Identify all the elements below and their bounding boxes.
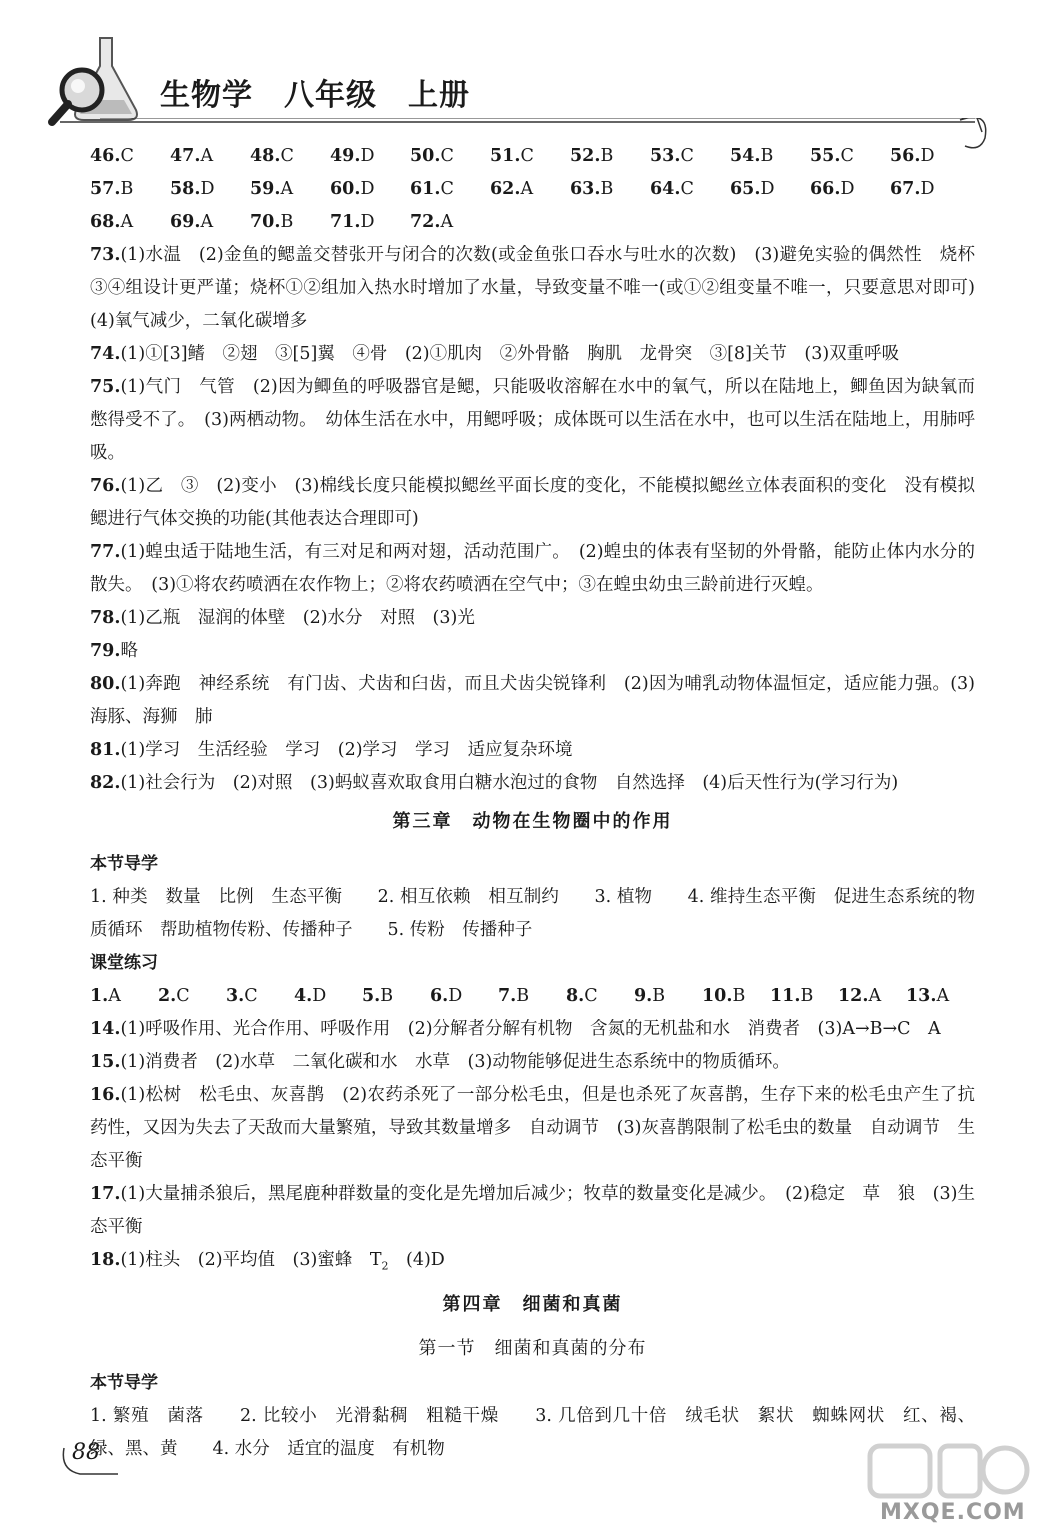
answer-letter: C [280,146,294,166]
answer-number: 14. [90,1019,121,1039]
answer-letter: B [516,986,530,1006]
answer-number: 16. [90,1085,121,1105]
answer-letter: B [732,986,746,1006]
guide-answers: 1. 种类 数量 比例 生态平衡 2. 相互依赖 相互制约 3. 植物 4. 维持生态平衡 促进生态系统的物质循环 帮助植物传粉、传播种子 5. 传粉 传播种子 [90,887,975,940]
answer-letter: D [360,146,375,166]
question-number: 60. [330,179,361,199]
mc-answer [570,173,650,206]
question-number: 47. [170,146,201,166]
page-number: 88 [72,1440,100,1465]
answer-letter: A [868,986,882,1006]
answer-letter: C [520,146,534,166]
answer-item [90,536,975,602]
question-number: 1. [90,986,109,1006]
answers-73-82 [90,239,993,800]
mc-answer [890,173,970,206]
mc-answer [702,980,770,1013]
question-number: 57. [90,179,121,199]
mc-answer [566,980,634,1013]
mc-answer [490,140,570,173]
mc-answer [362,980,430,1013]
answer-item [90,1079,975,1178]
mc-answer [410,206,490,239]
answer-letter: B [380,986,394,1006]
question-number: 50. [410,146,441,166]
answer-number: 75. [90,377,121,397]
mc-answer [330,140,410,173]
mc-row [90,140,975,173]
question-number: 5. [362,986,381,1006]
mc-answer [170,140,250,173]
answer-letter: B [652,986,666,1006]
answer-number: 17. [90,1184,121,1204]
answer-letter: C [680,146,694,166]
mc-answer [570,140,650,173]
answer-number: 80. [90,674,121,694]
answer-text: (1)①[3]鳍 ②翅 ③[5]翼 ④骨 (2)①肌肉 ②外骨骼 胸肌 龙骨突 ③[8]关节 (3)双重呼吸 [120,344,900,364]
answer-letter: C [120,146,134,166]
answer-text: (1)大量捕杀狼后，黑尾鹿种群数量的变化是先增加后减少；牧草的数量变化是减少。 (2)稳定 草 狼 (3)生态平衡 [90,1184,975,1237]
mc-answer [650,140,730,173]
answer-content [90,140,993,1466]
question-number: 2. [158,986,177,1006]
answer-letter: B [600,146,614,166]
question-number: 46. [90,146,121,166]
answer-letter: D [448,986,463,1006]
answer-letter: A [440,212,454,232]
question-number: 66. [810,179,841,199]
question-number: 3. [226,986,245,1006]
mc-answer [410,140,490,173]
question-number: 56. [890,146,921,166]
question-number: 69. [170,212,201,232]
mc-answer [170,173,250,206]
chapter-3-title: 第三章 动物在生物圈中的作用 [392,811,673,832]
answer-letter: C [840,146,854,166]
question-number: 65. [730,179,761,199]
practice-heading: 课堂练习 [90,953,158,973]
mc-answer [170,206,250,239]
answer-number: 18. [90,1250,121,1270]
subscript: 2 [381,1259,389,1273]
answer-letter: B [760,146,774,166]
answer-letter: A [520,179,534,199]
answer-text: (1)气门 气管 (2)因为鲫鱼的呼吸器官是鳃，只能吸收溶解在水中的氧气，所以在陆地上，鲫鱼因为缺氧而憋得受不了。 (3)两栖动物。 幼体生活在水中，用鳃呼吸；成体既可以生活在水中，也可以生活在陆地上，用肺呼吸。 [90,377,975,463]
answer-number: 81. [90,740,121,760]
mc-answer [330,173,410,206]
question-number: 71. [330,212,361,232]
mc-answer [906,980,974,1013]
answer-letter: D [840,179,855,199]
guide-answers: 1. 繁殖 菌落 2. 比较小 光滑黏稠 粗糙干燥 3. 几倍到几十倍 绒毛状 絮状 蜘蛛网状 红、褐、绿、黑、黄 4. 水分 适宜的温度 有机物 [90,1405,975,1459]
answer-letter: B [600,179,614,199]
answer-item [90,1013,975,1046]
mc-answer [770,980,838,1013]
answer-number: 76. [90,476,121,496]
page-header [0,0,1047,150]
question-number: 51. [490,146,521,166]
answer-letter: A [280,179,294,199]
question-number: 8. [566,986,585,1006]
mc-answer [490,173,570,206]
question-number: 7. [498,986,517,1006]
question-number: 12. [838,986,869,1006]
answer-item [90,371,975,470]
answer-letter: A [120,212,134,232]
answer-text: (1)柱头 (2)平均值 (3)蜜蜂 T [120,1250,382,1270]
answer-letter: D [360,212,375,232]
answer-letter: D [760,179,775,199]
answer-item [90,602,975,635]
question-number: 4. [294,986,313,1006]
mc-answer [810,140,890,173]
question-number: 13. [906,986,937,1006]
answer-item [90,338,975,371]
chapter-4-title: 第四章 细菌和真菌 [442,1293,623,1315]
answer-text: (1)奔跑 神经系统 有门齿、犬齿和臼齿，而且犬齿尖锐锋利 (2)因为哺乳动物体温恒定，适应能力强。(3)海豚、海狮 肺 [90,674,975,727]
answer-letter: B [800,986,814,1006]
question-number: 6. [430,986,449,1006]
question-number: 49. [330,146,361,166]
mc-answer [810,173,890,206]
answer-item [90,1178,975,1244]
header-title: 生物学 八年级 上册 [160,78,470,113]
magnifier-flask-logo [48,32,148,128]
answer-item [90,1244,975,1283]
question-number: 52. [570,146,601,166]
answer-text: (4)D [388,1250,445,1270]
answer-text: (1)消费者 (2)水草 二氧化碳和水 水草 (3)动物能够促进生态系统中的物质循环。 [120,1052,790,1072]
answer-letter: B [280,212,294,232]
question-number: 61. [410,179,441,199]
question-number: 68. [90,212,121,232]
question-number: 11. [770,986,801,1006]
answer-item [90,668,975,734]
answer-letter: D [920,146,935,166]
mc-answer [90,140,170,173]
answer-letter: D [920,179,935,199]
mc-answer [730,173,810,206]
question-number: 53. [650,146,681,166]
mc-answer [634,980,702,1013]
answer-number: 79. [90,641,121,661]
guide-heading: 本节导学 [90,854,158,874]
answer-letter: A [200,146,214,166]
answer-item [90,734,975,767]
question-number: 63. [570,179,601,199]
mc-answer [650,173,730,206]
question-number: 59. [250,179,281,199]
answer-letter: C [440,179,454,199]
answer-text: 略 [120,641,138,661]
section-title: 第一节 细菌和真菌的分布 [418,1337,647,1359]
answer-number: 82. [90,773,121,793]
answer-number: 15. [90,1052,121,1072]
answers-14-17 [90,1013,975,1244]
answer-letter: C [680,179,694,199]
answer-letter: A [936,986,950,1006]
answer-text: (1)社会行为 (2)对照 (3)蚂蚁喜欢取食用白糖水泡过的食物 自然选择 (4)后天性行为(学习行为) [120,773,899,793]
multiple-choice-answers [90,140,975,239]
mc-answer [90,980,158,1013]
mc-answer [330,206,410,239]
answer-text: (1)学习 生活经验 学习 (2)学习 学习 适应复杂环境 [120,740,573,760]
question-number: 58. [170,179,201,199]
answer-letter: D [312,986,327,1006]
mc-answer [90,173,170,206]
question-number: 48. [250,146,281,166]
answer-letter: C [176,986,190,1006]
question-number: 62. [490,179,521,199]
mc-answer [430,980,498,1013]
mc-answer [250,206,330,239]
answer-item [90,767,975,800]
answer-text: (1)乙 ③ (2)变小 (3)棉线长度只能模拟鳃丝平面长度的变化，不能模拟鳃丝立体表面积的变化 没有模拟鳃进行气体交换的功能(其他表达合理即可) [90,476,975,529]
answer-letter: A [200,212,214,232]
question-number: 67. [890,179,921,199]
answer-number: 78. [90,608,121,628]
question-number: 64. [650,179,681,199]
answer-letter: B [120,179,134,199]
mc-answer [730,140,810,173]
question-number: 54. [730,146,761,166]
mc-answer [226,980,294,1013]
answer-letter: A [108,986,121,1006]
question-number: 55. [810,146,841,166]
mc-answer [838,980,906,1013]
answer-item [90,470,975,536]
question-number: 70. [250,212,281,232]
answer-text: (1)松树 松毛虫、灰喜鹊 (2)农药杀死了一部分松毛虫，但是也杀死了灰喜鹊，生存下来的松毛虫产生了抗药性，又因为失去了天敌而大量繁殖，导致其数量增多 自动调节 (3)灰喜鹊限制了松毛虫的数量 自动调节 生态平衡 [90,1085,975,1171]
answer-letter: C [584,986,598,1006]
answer-text: (1)乙瓶 湿润的体壁 (2)水分 对照 (3)光 [120,608,475,628]
mc-answer [158,980,226,1013]
question-number: 10. [702,986,733,1006]
mc-row [90,206,975,239]
answer-item [90,239,993,338]
mc-answer [250,173,330,206]
mc-answer [410,173,490,206]
answer-item [90,1046,975,1079]
mc-answer [890,140,970,173]
mc-answer [294,980,362,1013]
question-number: 9. [634,986,653,1006]
answer-text: (1)水温 (2)金鱼的鳃盖交替张开与闭合的次数(或金鱼张口吞水与吐水的次数) (3)避免实验的偶然性 烧杯③④组设计更严谨；烧杯①②组加入热水时增加了水量，导致变量不唯一(或①②组变量不唯一，只要意思对即可) (4)氧气减少，二氧化碳增多 [90,245,993,331]
mc-answer [498,980,566,1013]
answer-letter: C [440,146,454,166]
mc-answer [250,140,330,173]
answer-number: 73. [90,245,121,265]
answer-item [90,635,975,668]
answer-text: (1)呼吸作用、光合作用、呼吸作用 (2)分解者分解有机物 含氮的无机盐和水 消费者 (3)A→B→C A [120,1019,941,1039]
guide-heading: 本节导学 [90,1372,158,1393]
mc-answer [90,206,170,239]
practice-mc-row [90,980,975,1013]
answer-number: 74. [90,344,121,364]
answer-text: (1)蝗虫适于陆地生活，有三对足和两对翅，活动范围广。 (2)蝗虫的体表有坚韧的外骨骼，能防止体内水分的散失。 (3)①将农药喷洒在农作物上；②将农药喷洒在空气中；③在蝗虫幼虫三龄前进行灭蝗。 [90,542,975,595]
answer-letter: D [200,179,215,199]
answer-letter: D [360,179,375,199]
watermark-text: MXQE.COM [880,1500,1026,1525]
answer-letter: C [244,986,258,1006]
answer-number: 77. [90,542,121,562]
question-number: 72. [410,212,441,232]
mc-row [90,173,975,206]
